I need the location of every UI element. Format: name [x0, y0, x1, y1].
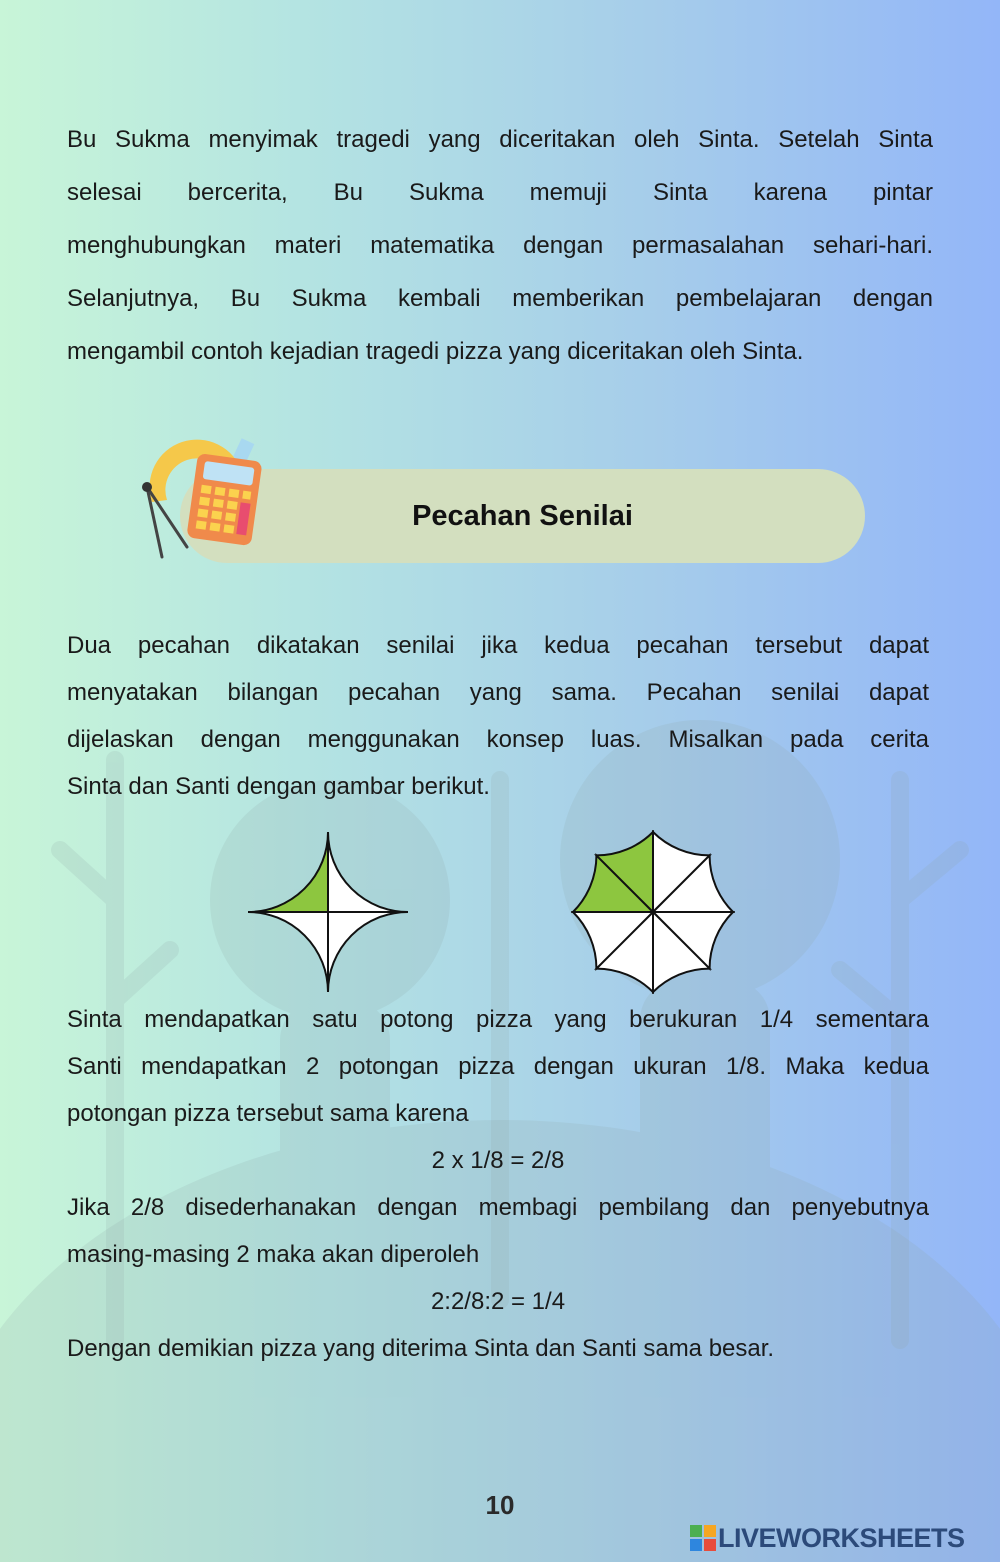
pizza-santi-eighths — [571, 830, 735, 994]
simplify-line: Jika 2/8 disederhanakan dengan membagi pembilang dan penyebutnya — [67, 1194, 929, 1221]
intro-paragraph — [67, 113, 933, 378]
intro-line: menghubungkan materi matematika dengan permasalahan sehari-hari. — [67, 232, 933, 259]
intro-line: Selanjutnya, Bu Sukma kembali memberikan pembelajaran dengan — [67, 285, 933, 312]
definition-line: Sinta dan Santi dengan gambar berikut. — [67, 773, 490, 800]
simplify-line: masing-masing 2 maka akan diperoleh — [67, 1241, 480, 1268]
pizza-slice — [328, 832, 408, 912]
page-number: 10 — [485, 1490, 515, 1520]
intro-line: mengambil contoh kejadian tragedi pizza yang diceritakan oleh Sinta. — [67, 338, 804, 365]
pizza-slice — [328, 912, 408, 992]
intro-line: selesai bercerita, Bu Sukma memuji Sinta karena pintar — [67, 179, 933, 206]
equation-multiply: 2 x 1/8 = 2/8 — [431, 1147, 565, 1174]
liveworksheets-logo[interactable] — [690, 1520, 990, 1556]
pizza-sinta-quarters — [246, 830, 410, 994]
equation-simplify: 2:2/8:2 = 1/4 — [430, 1288, 566, 1315]
pizza-slice-shaded — [248, 832, 328, 912]
definition-line: Dua pecahan dikatakan senilai jika kedua pecahan tersebut dapat — [67, 632, 929, 659]
definition-line: dijelaskan dengan menggunakan konsep luas. Misalkan pada cerita — [67, 726, 929, 753]
intro-line: Bu Sukma menyimak tragedi yang diceritakan oleh Sinta. Setelah Sinta — [67, 126, 933, 153]
explanation-line: potongan pizza tersebut sama karena — [67, 1100, 469, 1127]
pizza-slice — [248, 912, 328, 992]
conclusion-line: Dengan demikian pizza yang diterima Sinta dan Santi sama besar. — [67, 1335, 775, 1362]
section-title: Pecahan Senilai — [412, 500, 633, 532]
liveworksheets-brand: LIVEWORKSHEETS — [718, 1523, 965, 1553]
calculator-icon — [132, 432, 267, 562]
explanation-line: Sinta mendapatkan satu potong pizza yang berukuran 1/4 sementara — [67, 1006, 929, 1033]
definition-paragraph — [67, 622, 929, 810]
explanation-block — [67, 996, 929, 1372]
liveworksheets-badge-icon — [690, 1525, 716, 1551]
explanation-line: Santi mendapatkan 2 potongan pizza dengan ukuran 1/8. Maka kedua — [67, 1053, 929, 1080]
definition-line: menyatakan bilangan pecahan yang sama. Pecahan senilai dapat — [67, 679, 929, 706]
